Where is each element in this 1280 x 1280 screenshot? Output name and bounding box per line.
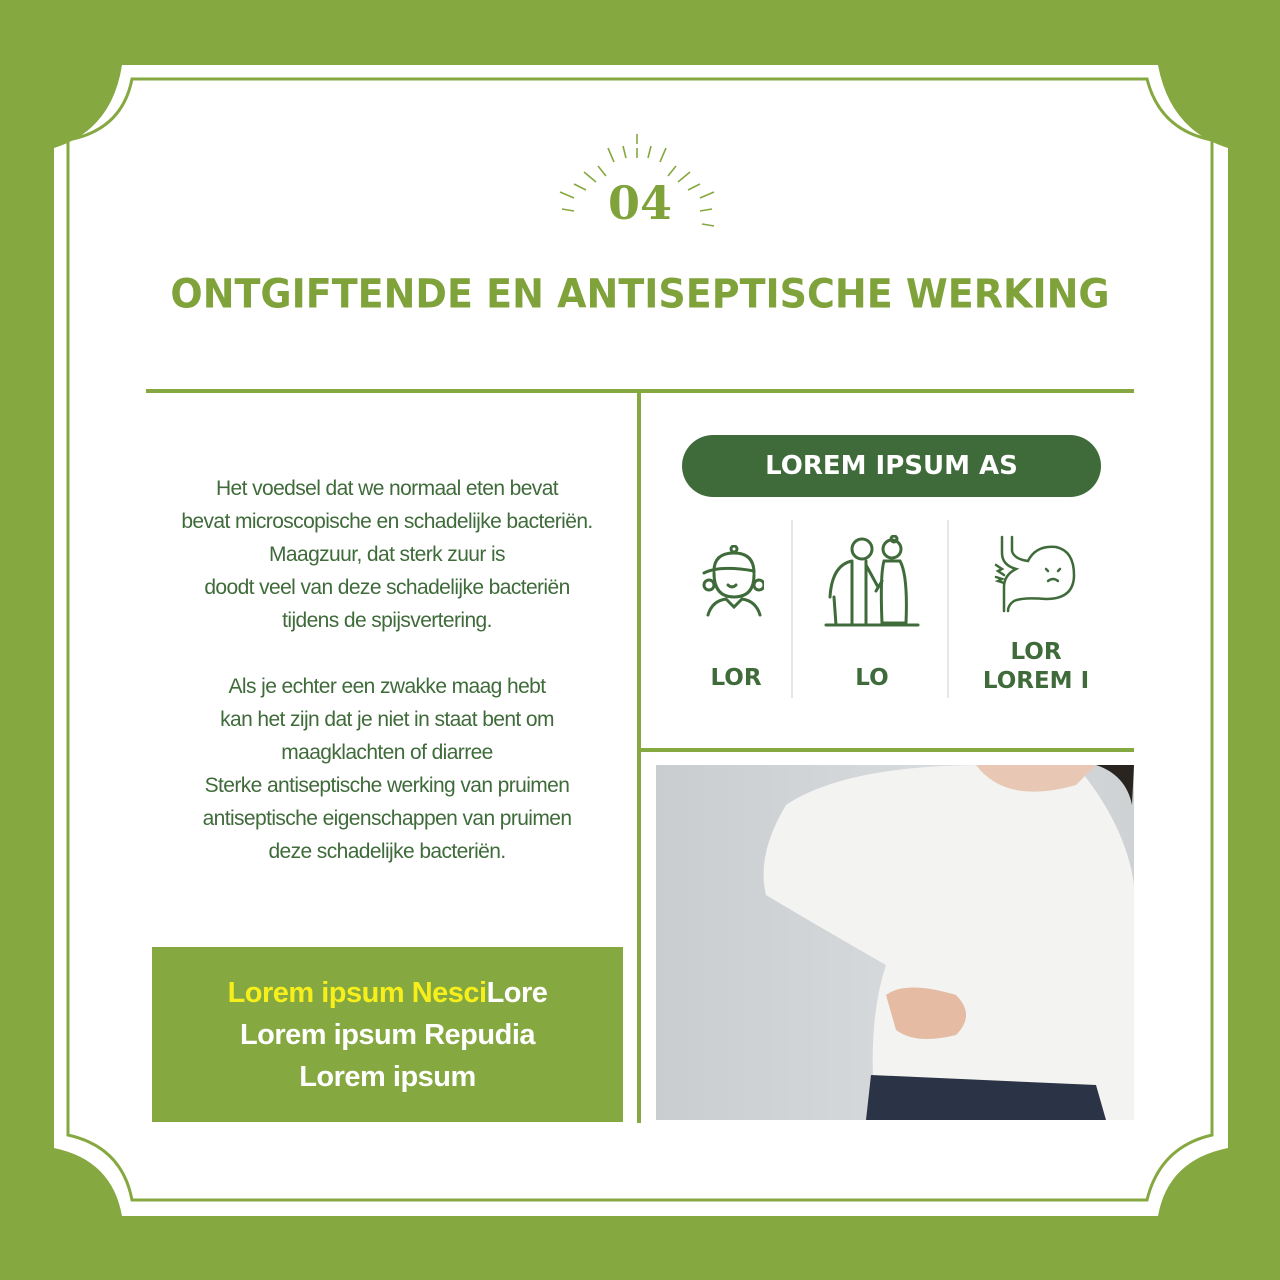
elderly-couple-icon <box>822 535 924 629</box>
panel-label: LOR <box>710 665 762 691</box>
woman-stomach-pain-photo <box>656 765 1134 1120</box>
panel-heading: LOREM IPSUM AS <box>682 435 1101 497</box>
section-number: 04 <box>607 176 672 230</box>
panel-label: LO <box>855 665 889 691</box>
divider <box>637 393 641 1123</box>
child-icon <box>700 545 764 617</box>
stomach-ache-icon <box>994 535 1078 615</box>
panel-label: LOR LOREM I <box>982 639 1090 694</box>
divider <box>947 520 949 698</box>
cta-box: Lorem ipsum NesciLore Lorem ipsum Repudia Lorem ipsum <box>152 947 623 1122</box>
divider <box>791 520 793 698</box>
body-text: Het voedsel dat we normaal eten bevat bevat microscopische en schadelijke bacteriën. Maagzuur, dat sterk zuur is doodt veel van deze schadelijke bacteriën tijdens de spijsvertering. Als je echter een zwakke maag hebt kan het zijn dat je niet in staat bent om maagklachten of diarree Sterke antiseptische werking van pruimen antiseptische eigenschappen van pruimen deze schadelijke bacteriën. <box>181 477 593 863</box>
cta-line: Lorem ipsum Repudia <box>239 1018 536 1051</box>
cta-highlight: Lorem ipsum Nesci <box>227 976 487 1009</box>
cta-line: Lorem ipsum <box>299 1060 476 1093</box>
divider <box>641 748 1134 752</box>
page-title: ONTGIFTENDE EN ANTISEPTISCHE WERKING <box>170 270 1110 318</box>
